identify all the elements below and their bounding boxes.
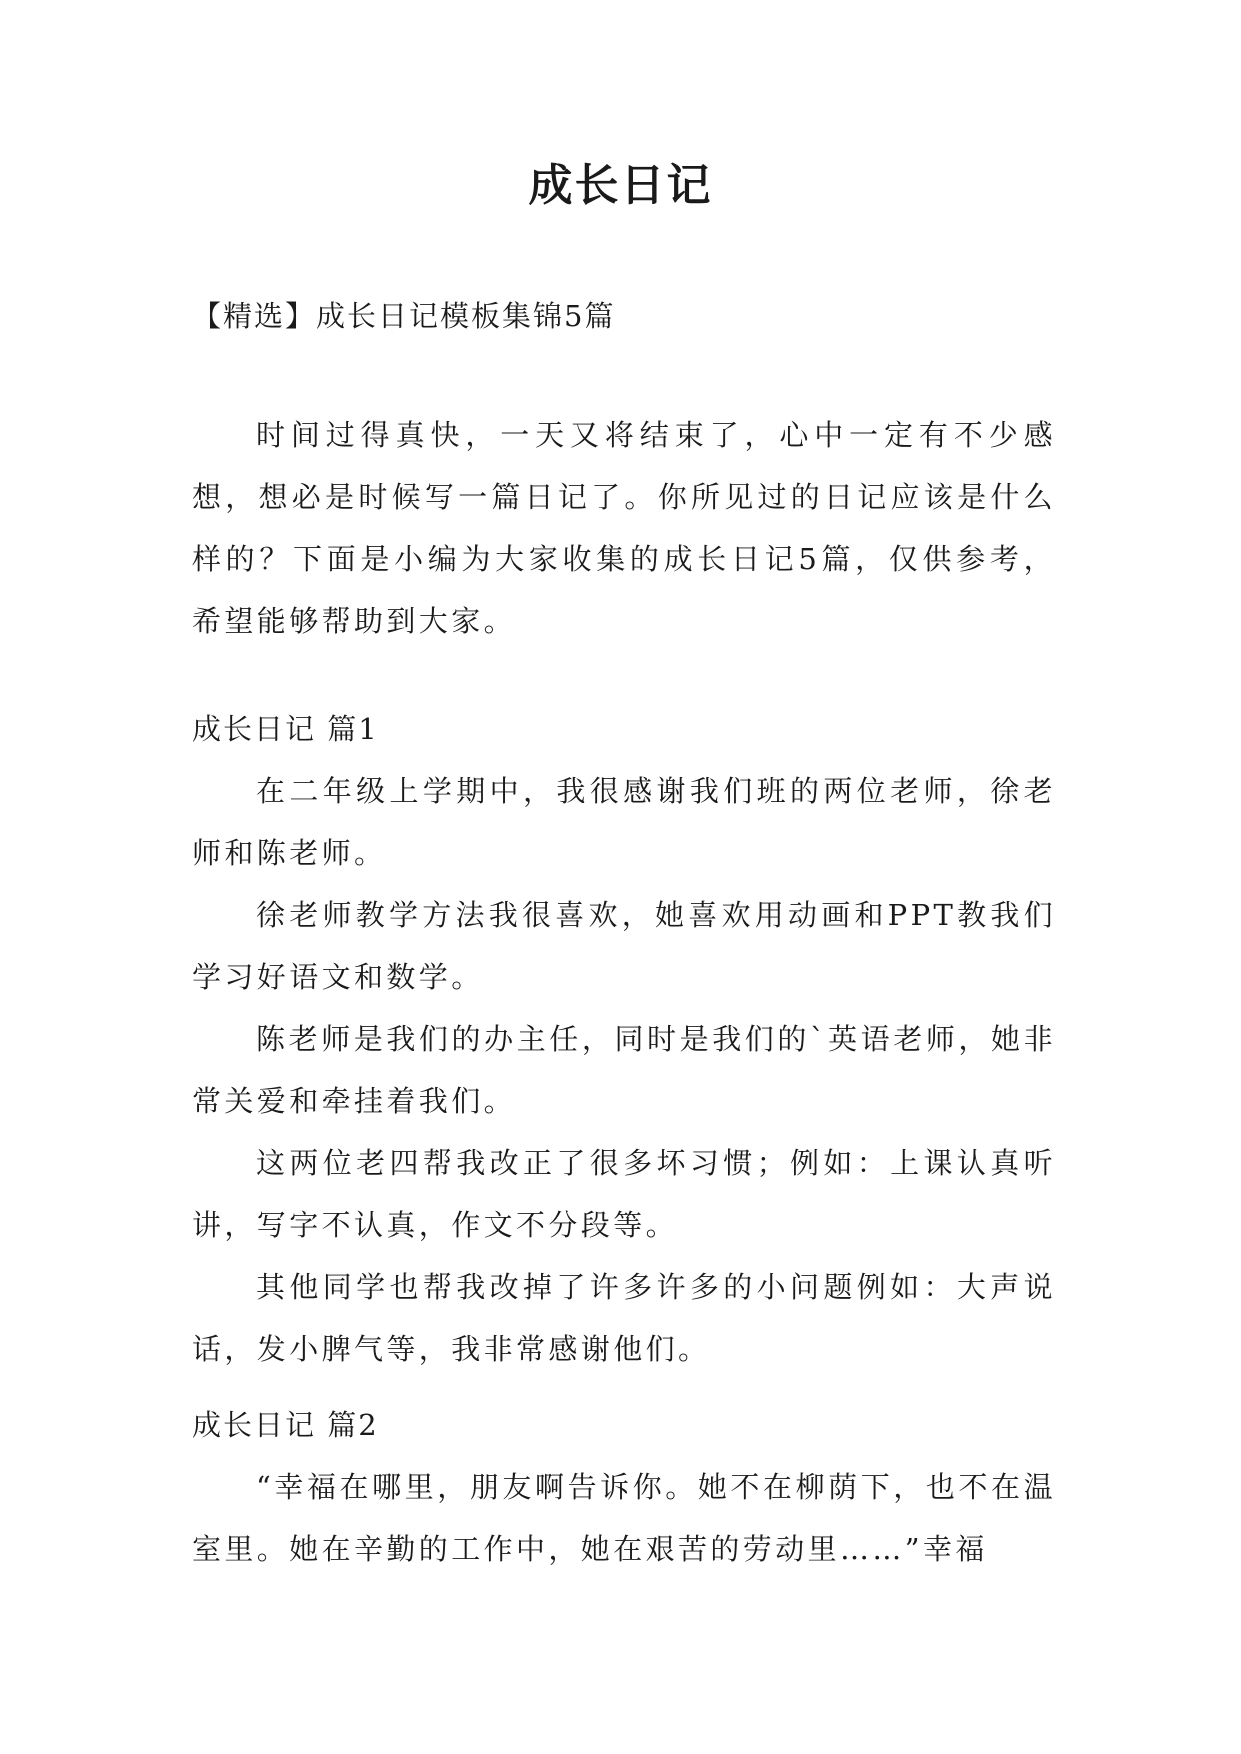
section-paragraph: 其他同学也帮我改掉了许多许多的小问题例如：大声说话，发小脾气等，我非常感谢他们。: [192, 1270, 1056, 1366]
intro-block: [192, 404, 1056, 652]
section-paragraph: 在二年级上学期中，我很感谢我们班的两位老师，徐老师和陈老师。: [192, 774, 1056, 870]
section-heading: 成长日记 篇1: [192, 712, 379, 746]
section-paragraph: 陈老师是我们的办主任，同时是我们的`英语老师，她非常关爱和牵挂着我们。: [192, 1022, 1056, 1118]
section-heading: 成长日记 篇2: [192, 1408, 379, 1442]
document-subtitle: 【精选】成长日记模板集锦5篇: [192, 299, 616, 333]
section-paragraph: 这两位老四帮我改正了很多坏习惯；例如：上课认真听讲，写字不认真，作文不分段等。: [192, 1146, 1056, 1242]
section-paragraph: “幸福在哪里，朋友啊告诉你。她不在柳荫下，也不在温室里。她在辛勤的工作中，她在艰苦的劳动里……”幸福: [192, 1470, 1056, 1566]
section-2: [192, 1394, 1056, 1580]
intro-paragraph: 时间过得真快，一天又将结束了，心中一定有不少感想，想必是时候写一篇日记了。你所见过的日记应该是什么样的？下面是小编为大家收集的成长日记5篇，仅供参考，希望能够帮助到大家。: [192, 418, 1056, 638]
section-paragraph: 徐老师教学方法我很喜欢，她喜欢用动画和PPT教我们学习好语文和数学。: [192, 898, 1056, 994]
document-title: 成长日记: [528, 160, 713, 211]
section-1: [192, 698, 1056, 1380]
